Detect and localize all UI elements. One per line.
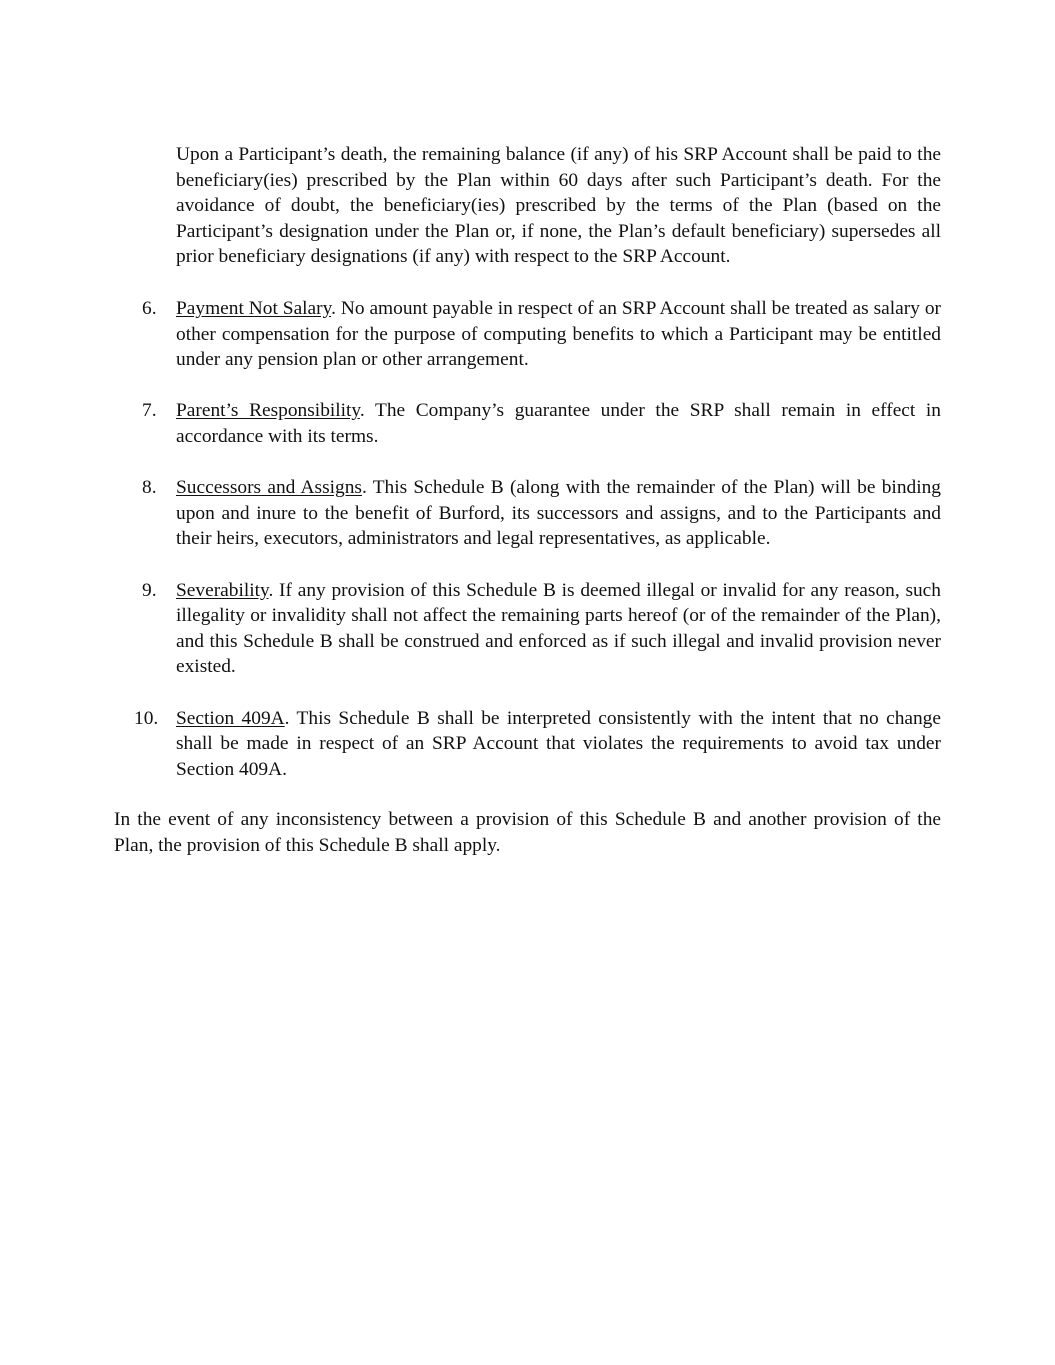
provision-text (176, 398, 941, 449)
provision-number: 8. (142, 477, 157, 499)
provision-item-6 (114, 296, 941, 373)
provision-body: . No amount payable in respect of an SRP Account shall be treated as salary or other compensation for the purpose of computing benefits to which a Participant may be entitled under any pension plan or other arrangement. (176, 298, 941, 371)
provision-title: Severability (176, 579, 269, 601)
provision-text (176, 578, 941, 680)
provision-item-8 (114, 475, 941, 552)
provision-body: . This Schedule B shall be interpreted consistently with the intent that no change shall be made in respect of an SRP Account that violates the requirements to avoid tax under Section 409A. (176, 707, 941, 780)
provision-body: . The Company’s guarantee under the SRP shall remain in effect in accordance with its terms. (176, 400, 941, 447)
provision-text (176, 296, 941, 373)
provision-number: 9. (142, 579, 157, 601)
provision-item-10 (114, 706, 941, 783)
provision-item-9 (114, 578, 941, 680)
provision-number: 6. (142, 298, 157, 319)
provision-title: Successors and Assigns (176, 477, 362, 499)
provision-body: . If any provision of this Schedule B is deemed illegal or invalid for any reason, such illegality or invalidity shall not affect the remaining parts hereof (or of the remainder of the Plan), and this Schedule B shall be construed and enforced as if such illegal and invalid provision never existed. (176, 579, 941, 678)
provision-body: . This Schedule B (along with the remainder of the Plan) will be binding upon and inure to the benefit of Burford, its successors and assigns, and to the Participants and their heirs, executors, administrators and legal representatives, as applicable. (176, 477, 941, 550)
closing-paragraph: In the event of any inconsistency between a provision of this Schedule B and another provision of the Plan, the provision of this Schedule B shall apply. (114, 809, 941, 856)
provision-item-7 (114, 398, 941, 449)
provision-title: Payment Not Salary (176, 298, 332, 319)
provision-title: Section 409A (176, 707, 285, 729)
provision-text (176, 475, 941, 552)
provision-text (176, 706, 941, 783)
provision-number: 10. (134, 707, 159, 729)
provision-number: 7. (142, 400, 157, 422)
numbered-provisions-list (114, 296, 941, 808)
provision-title: Parent’s Responsibility (176, 400, 360, 422)
intro-paragraph: Upon a Participant’s death, the remaining balance (if any) of his SRP Account shall be paid to the beneficiary(ies) prescribed by the Plan within 60 days after such Participant’s death. For the avoidance of doubt, the beneficiary(ies) prescribed by the terms of the Plan (based on the Participant’s designation under the Plan or, if none, the Plan’s default beneficiary) supersedes all prior beneficiary designations (if any) with respect to the SRP Account. (176, 144, 941, 268)
